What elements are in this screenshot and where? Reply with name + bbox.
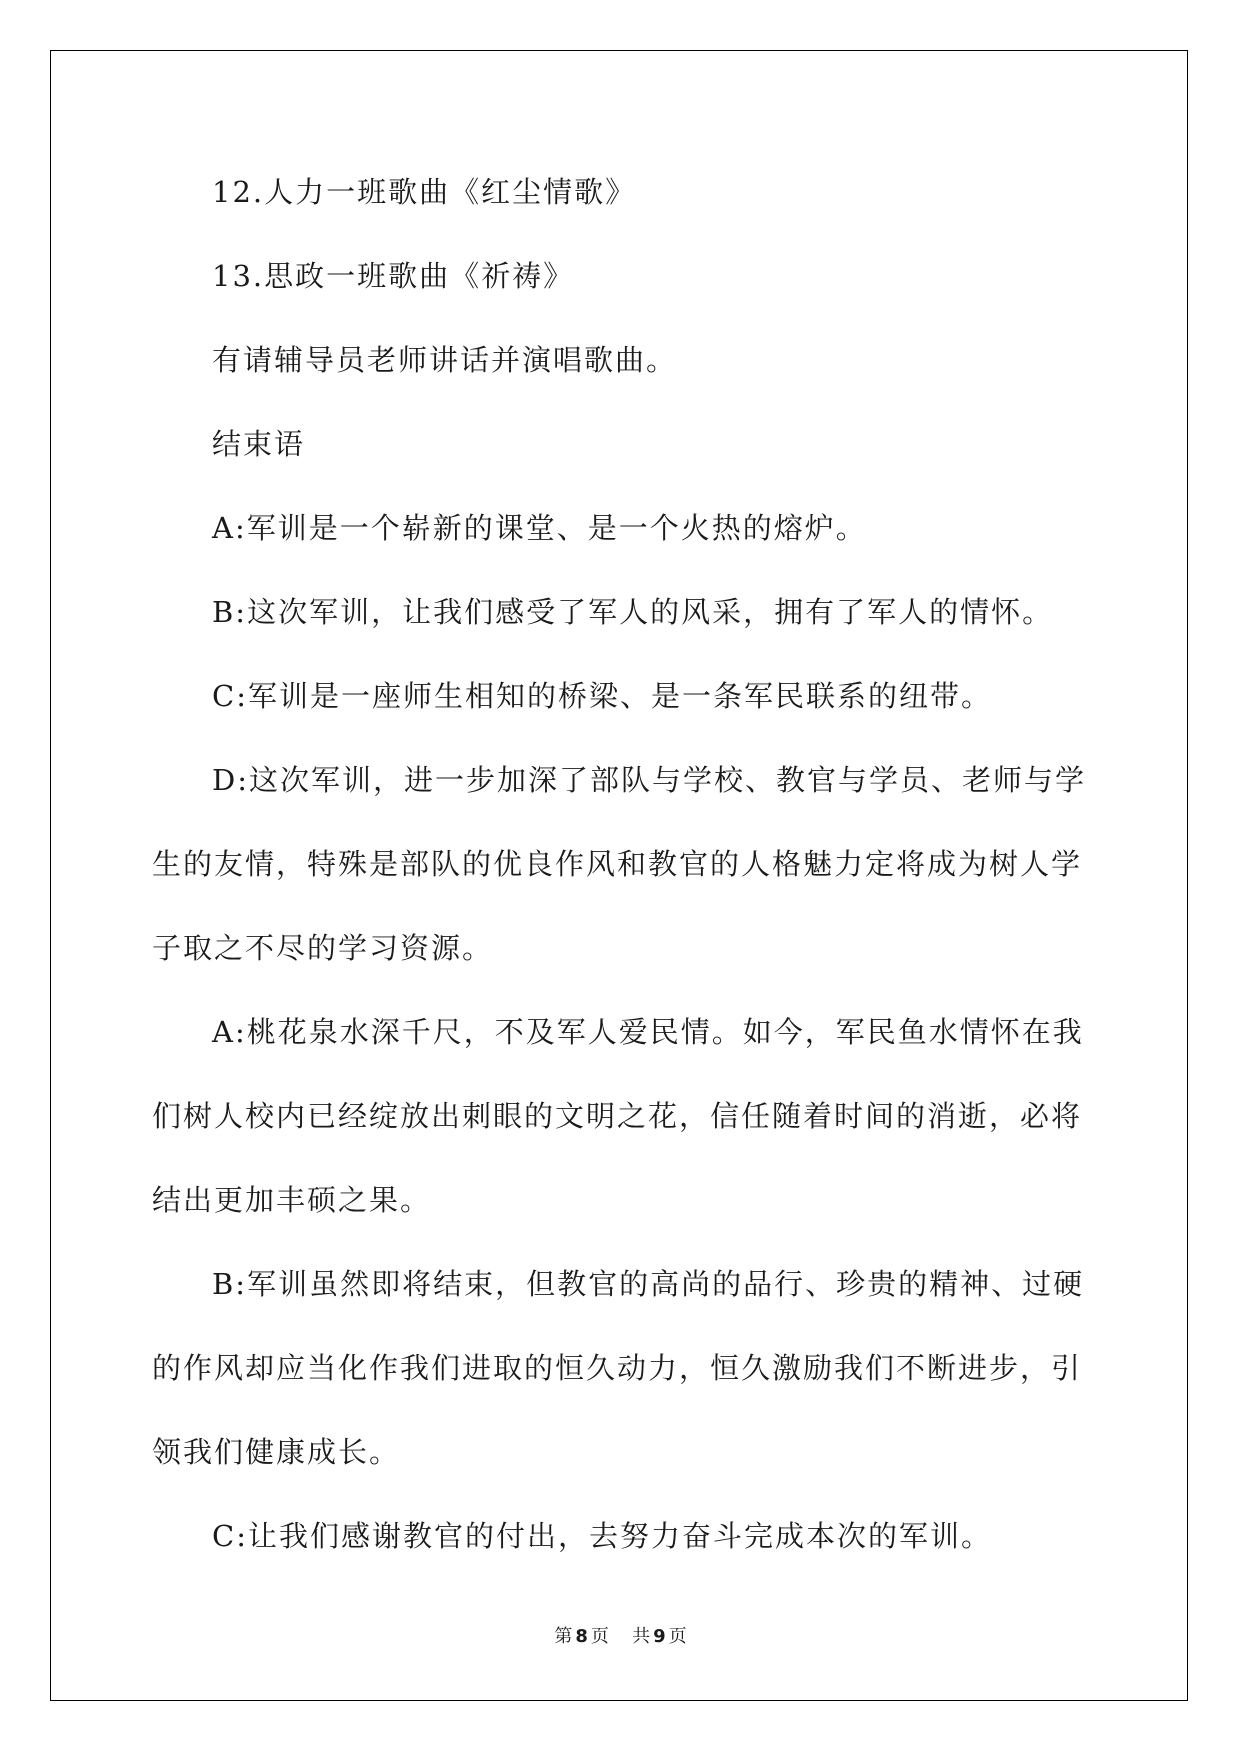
- paragraph-10: B:军训虽然即将结束，但教官的高尚的品行、珍贵的精神、过硬的作风却应当化作我们进取的恒久动力，恒久激励我们不断进步，引领我们健康成长。: [152, 1267, 1085, 1469]
- section-heading-closing: 结束语: [212, 427, 306, 461]
- footer-total-prefix: 共: [632, 1626, 651, 1647]
- page-footer: [0, 1622, 1241, 1648]
- paragraph-7: C:军训是一座师生相知的桥梁、是一条军民联系的纽带。: [212, 679, 992, 713]
- footer-total-pages: 9: [653, 1626, 666, 1647]
- footer-total-unit: 页: [668, 1626, 687, 1647]
- paragraph-9: A:桃花泉水深千尺，不及军人爱民情。如今，军民鱼水情怀在我们树人校内已经绽放出刺眼的文明之花，信任随着时间的消逝，必将结出更加丰硕之果。: [152, 1015, 1084, 1217]
- paragraph-1: 12.人力一班歌曲《红尘情歌》: [212, 175, 637, 209]
- paragraph-6: B:这次军训，让我们感受了军人的风采，拥有了军人的情怀。: [212, 595, 1054, 629]
- paragraph-11: C:让我们感谢教官的付出，去努力奋斗完成本次的军训。: [212, 1519, 992, 1553]
- footer-current-page: 8: [575, 1626, 588, 1647]
- footer-prefix: 第: [554, 1626, 573, 1647]
- paragraph-3: 有请辅导员老师讲话并演唱歌曲。: [212, 343, 678, 377]
- paragraph-2: 13.思政一班歌曲《祈祷》: [212, 259, 575, 293]
- footer-page-unit: 页: [590, 1626, 609, 1647]
- paragraph-8: D:这次军训，进一步加深了部队与学校、教官与学员、老师与学生的友情，特殊是部队的优良作风和教官的人格魅力定将成为树人学子取之不尽的学习资源。: [152, 763, 1087, 965]
- paragraph-5: A:军训是一个崭新的课堂、是一个火热的熔炉。: [212, 511, 867, 545]
